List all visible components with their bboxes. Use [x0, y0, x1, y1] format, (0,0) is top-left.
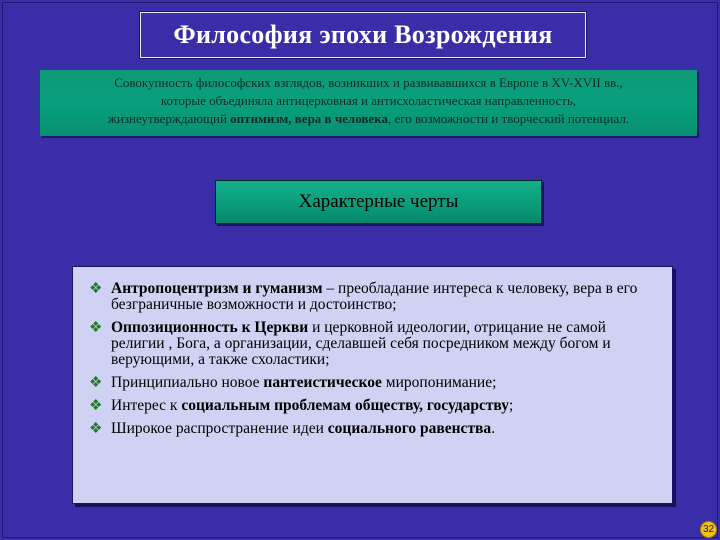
traits-list [72, 266, 673, 504]
list-item-bold: пантеистическое [263, 374, 382, 391]
list-item-body: – преобладание интереса к человеку, вера в его безграничные возможности и достоинство; [111, 280, 638, 313]
intro-emphasis: оптимизм, вера в человека [230, 111, 388, 126]
slide-title-text: Философия эпохи Возрождения [173, 20, 553, 49]
list-item-bold: Оппозиционность к Церкви [111, 319, 309, 336]
intro-line-3-start: жизнеутверждающий [107, 111, 231, 126]
page-number: 32 [702, 524, 715, 535]
list-item-text [111, 375, 658, 391]
list-item [89, 398, 658, 414]
list-item-body: Широкое распространение идеи [111, 420, 328, 437]
intro-line-2: которые объединяла антицерковная и антисхоластическая направленность, [160, 93, 577, 108]
diamond-bullet-icon: ❖ [89, 398, 103, 414]
intro-line-3 [40, 110, 697, 128]
page-number-badge [700, 521, 717, 538]
intro-box [40, 70, 697, 136]
list-item [89, 281, 658, 313]
list-item-bold: социального равенства [327, 420, 492, 437]
list-item-text [111, 320, 658, 368]
diamond-bullet-icon: ❖ [89, 421, 103, 437]
list-item-text [111, 421, 658, 437]
list-item [89, 421, 658, 437]
slide-title [140, 12, 586, 58]
list-item-text [111, 281, 658, 313]
intro-line-1: Совокупность философских взглядов, возникших и развивавшихся в Европе в XV-XVII вв., [114, 75, 623, 90]
list-item-bold: социальным проблемам обществу, государству [181, 397, 510, 414]
list-item-body: и церковной идеологии, отрицание не самой религии , Бога, а организации, сделавшей себя посредником между богом и верующими, а также схоластики; [111, 319, 611, 368]
diamond-bullet-icon: ❖ [89, 320, 103, 336]
list-item [89, 320, 658, 368]
intro-line-3-end: , его возможности и творческий потенциал. [387, 111, 630, 126]
list-item-text [111, 398, 658, 414]
diamond-bullet-icon: ❖ [89, 375, 103, 391]
list-item-body: Интерес к [111, 397, 182, 414]
list-item [89, 375, 658, 391]
list-item-tail: . [491, 420, 496, 437]
list-item-tail: ; [509, 397, 514, 414]
list-item-tail: миропонимание; [381, 374, 497, 391]
traits-heading-box [215, 180, 542, 224]
list-item-body: Принципиально новое [111, 374, 264, 391]
traits-heading: Характерные черты [298, 191, 459, 212]
list-item-bold: Антропоцентризм и гуманизм [111, 280, 323, 297]
diamond-bullet-icon: ❖ [89, 281, 103, 297]
